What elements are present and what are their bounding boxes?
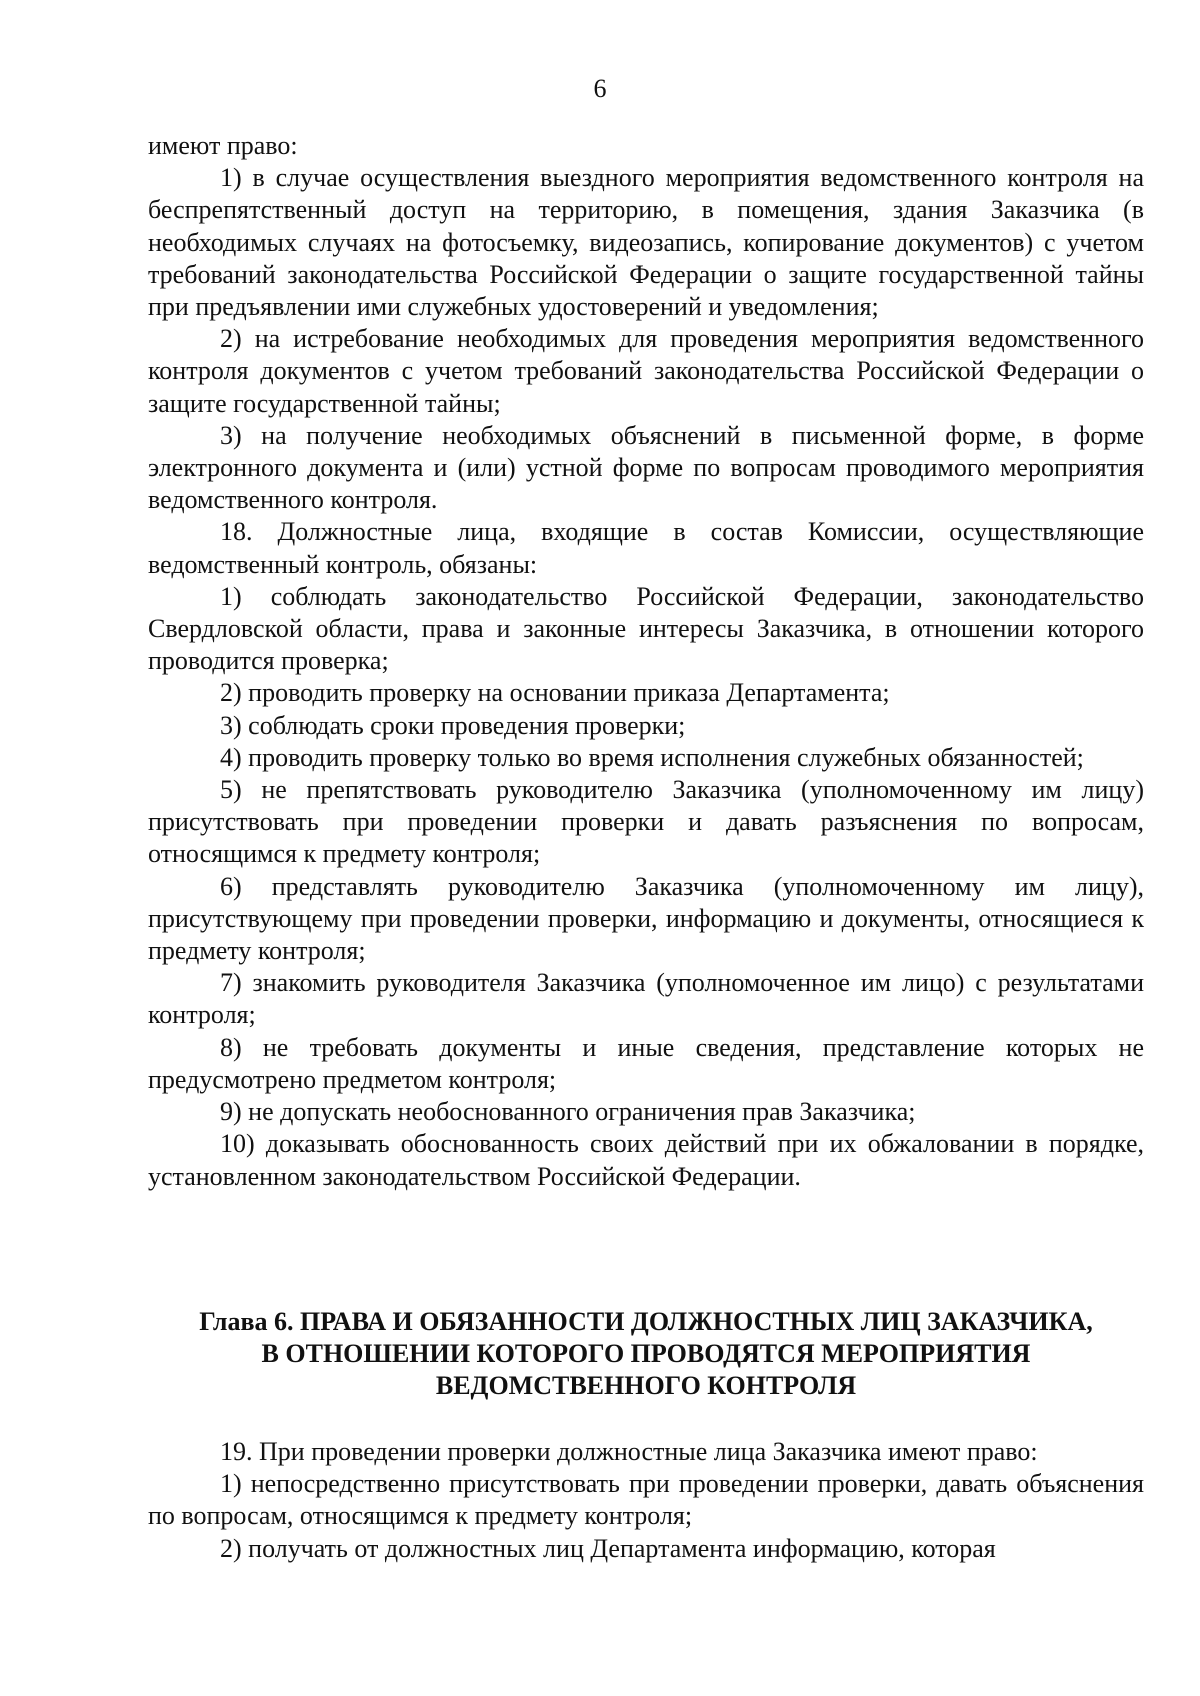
paragraph: 7) знакомить руководителя Заказчика (уполномоченное им лицо) с результатами контроля; [148, 968, 1144, 1030]
paragraph: 10) доказывать обоснованность своих действий при их обжаловании в порядке, установленном законодательством Российской Федерации. [148, 1129, 1144, 1191]
page-number: 6 [593, 74, 607, 103]
paragraph: 3) на получение необходимых объяснений в письменной форме, в форме электронного документа и (или) устной форме по вопросам проводимого мероприятия ведомственного контроля. [148, 420, 1144, 515]
paragraph: имеют право: [148, 131, 298, 160]
paragraph: 1) непосредственно присутствовать при проведении проверки, давать объяснения по вопросам, относящимся к предмету контроля; [148, 1469, 1144, 1531]
chapter-heading-line-2: В ОТНОШЕНИИ КОТОРОГО ПРОВОДЯТСЯ МЕРОПРИЯТИЯ [261, 1339, 1031, 1368]
paragraph: 1) в случае осуществления выездного мероприятия ведомственного контроля на беспрепятственный доступ на территорию, в помещения, здания Заказчика (в необходимых случаях на фотосъемку, видеозапись, копирование документов) с учетом требований законодательства Российской Федерации о защите государственной тайны при предъявлении ими служебных удостоверений и уведомления; [148, 163, 1144, 322]
chapter-heading [148, 1306, 1144, 1402]
chapter-heading-line-1: Глава 6. ПРАВА И ОБЯЗАННОСТИ ДОЛЖНОСТНЫХ ЛИЦ ЗАКАЗЧИКА, [199, 1307, 1093, 1336]
paragraph: 18. Должностные лица, входящие в состав Комиссии, осуществляющие ведомственный контроль, обязаны: [148, 517, 1144, 579]
paragraph: 2) на истребование необходимых для проведения мероприятия ведомственного контроля документов с учетом требований законодательства Российской Федерации о защите государственной тайны; [148, 324, 1144, 418]
paragraph: 9) не допускать необоснованного ограничения прав Заказчика; [220, 1097, 916, 1127]
paragraph: 4) проводить проверку только во время исполнения служебных обязанностей; [220, 742, 1084, 772]
paragraph: 6) представлять руководителю Заказчика (уполномоченному им лицу), присутствующему при проведении проверки, информацию и документы, относящиеся к предмету контроля; [148, 871, 1144, 966]
paragraph: 8) не требовать документы и иные сведения, представление которых не предусмотрено предметом контроля; [148, 1032, 1144, 1094]
chapter-heading-line-3: ВЕДОМСТВЕННОГО КОНТРОЛЯ [435, 1371, 857, 1400]
paragraph: 2) получать от должностных лиц Департамента информацию, которая [220, 1533, 996, 1563]
paragraph: 5) не препятствовать руководителю Заказчика (уполномоченному им лицу) присутствовать при проведении проверки и давать разъяснения по вопросам, относящимся к предмету контроля; [148, 775, 1144, 869]
body-section-duties [148, 130, 1144, 1193]
paragraph: 1) соблюдать законодательство Российской Федерации, законодательство Свердловской области, права и законные интересы Заказчика, в отношении которого проводится проверка; [148, 581, 1144, 676]
paragraph: 2) проводить проверку на основании приказа Департамента; [220, 678, 890, 708]
paragraph: 3) соблюдать сроки проведения проверки; [220, 710, 686, 740]
paragraph: 19. При проведении проверки должностные лица Заказчика имеют право: [220, 1437, 1038, 1466]
body-section-rights [148, 1436, 1144, 1565]
